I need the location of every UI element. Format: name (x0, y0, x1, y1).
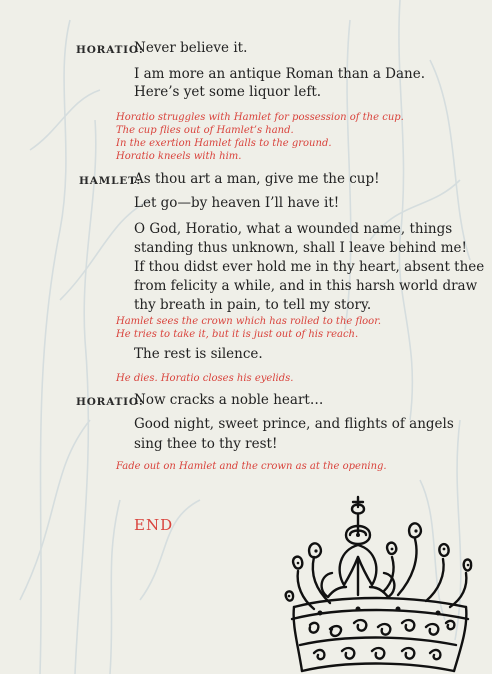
stage-direction: He tries to take it, but it is just out of his reach. (116, 329, 359, 340)
dialogue-line: from felicity a while, and in this harsh world draw (134, 278, 478, 294)
stage-direction: Fade out on Hamlet and the crown as at the opening. (116, 461, 387, 472)
dialogue-line: Never believe it. (134, 40, 248, 56)
dialogue-line: If thou didst ever hold me in thy heart, absent thee (134, 259, 485, 275)
crown-illustration (280, 495, 475, 674)
stage-direction: Horatio struggles with Hamlet for possession of the cup. (116, 112, 404, 123)
dialogue-line: standing thus unknown, shall I leave behind me! (134, 240, 467, 256)
dialogue-line: The rest is silence. (134, 346, 263, 362)
speaker-label: HAMLET: (79, 175, 141, 187)
dialogue-line: Now cracks a noble heart… (134, 392, 324, 408)
stage-direction: The cup flies out of Hamlet’s hand. (116, 125, 294, 136)
dialogue-line: As thou art a man, give me the cup! (134, 171, 380, 187)
dialogue-line: Let go—by heaven I’ll have it! (134, 195, 340, 211)
speaker-label: HORATIO: (76, 396, 144, 408)
end-marker: END (134, 516, 174, 534)
dialogue-line: sing thee to thy rest! (134, 436, 278, 452)
dialogue-line: thy breath in pain, to tell my story. (134, 297, 372, 313)
dialogue-line: Here’s yet some liquor left. (134, 84, 322, 100)
stage-direction: Horatio kneels with him. (116, 151, 242, 162)
stage-direction: He dies. Horatio closes his eyelids. (116, 373, 294, 384)
stage-direction: In the exertion Hamlet falls to the ground. (116, 138, 332, 149)
dialogue-line: I am more an antique Roman than a Dane. (134, 66, 426, 82)
dialogue-line: O God, Horatio, what a wounded name, things (134, 221, 453, 237)
stage-direction: Hamlet sees the crown which has rolled to the floor. (116, 316, 382, 327)
speaker-label: HORATIO: (76, 44, 144, 56)
dialogue-line: Good night, sweet prince, and flights of angels (134, 416, 454, 432)
